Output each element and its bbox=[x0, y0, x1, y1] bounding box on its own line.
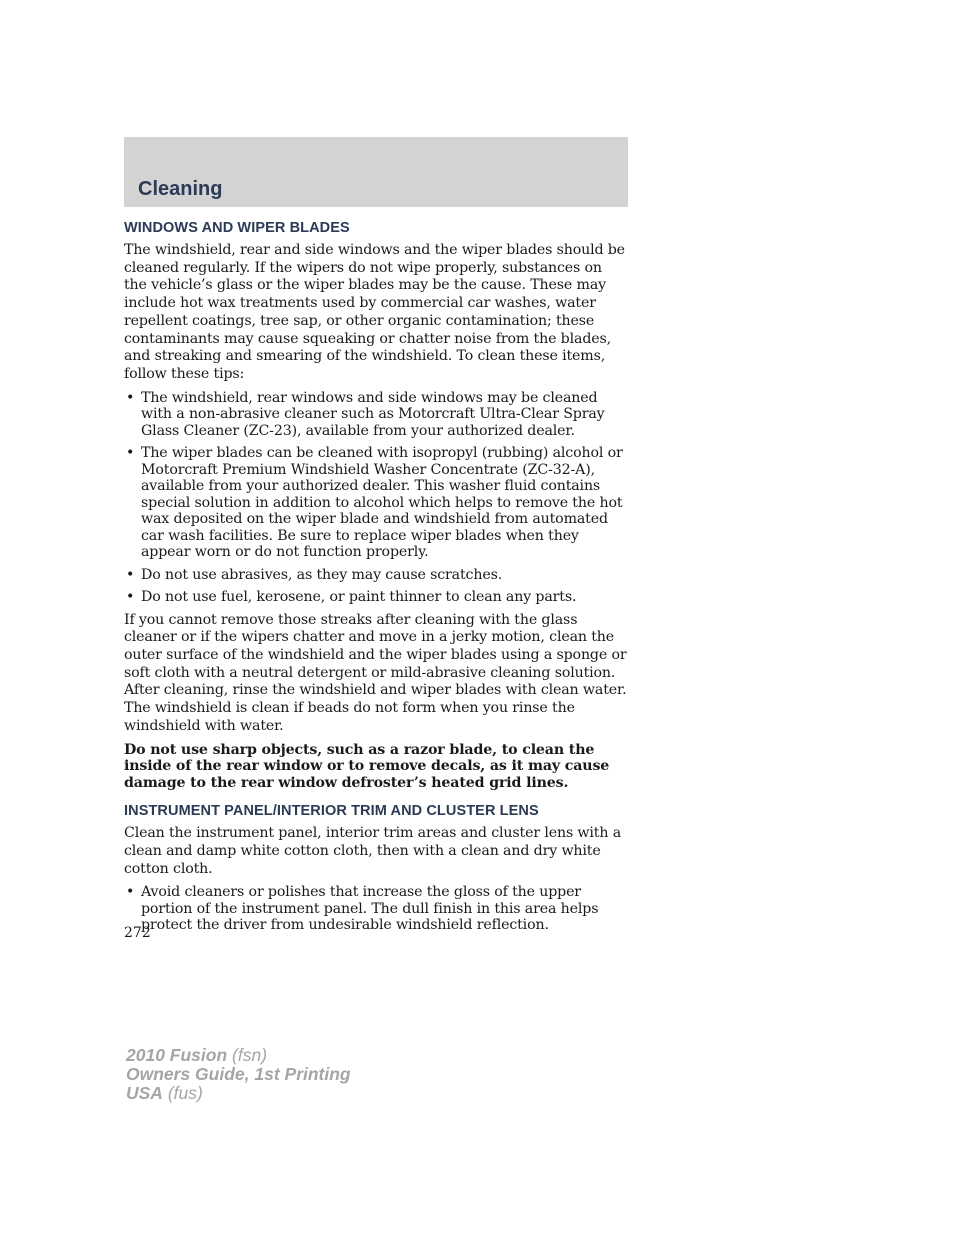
chapter-header-band bbox=[124, 137, 628, 207]
list-item bbox=[124, 445, 628, 561]
page-content bbox=[124, 220, 628, 940]
list-item-text: Do not use fuel, kerosene, or paint thinner to clean any parts. bbox=[141, 589, 577, 606]
bullet-icon: • bbox=[126, 389, 135, 406]
instrument-panel-list bbox=[124, 884, 628, 934]
footer-line-model bbox=[126, 1046, 351, 1065]
footer-market: USA bbox=[126, 1083, 163, 1103]
footer-model: 2010 Fusion bbox=[126, 1045, 228, 1065]
footer-model-code: (fsn) bbox=[227, 1045, 268, 1065]
footer-printing: Owners Guide, 1st Printing bbox=[126, 1064, 351, 1084]
bullet-icon: • bbox=[126, 884, 135, 901]
footer-line-printing bbox=[126, 1065, 351, 1084]
list-item bbox=[124, 567, 628, 584]
footer-line-market bbox=[126, 1084, 351, 1103]
list-item bbox=[124, 390, 628, 440]
footer-market-code: (fus) bbox=[162, 1083, 203, 1103]
windows-intro-paragraph: The windshield, rear and side windows and the wiper blades should be cleaned regularly. If the wipers do not wipe properly, substances on the vehicle’s glass or the wiper blades may be the cause. These may include hot wax treatments used by commercial car washes, water repellent coatings, tree sap, or other organic contamination; these contaminants may cause squeaking or chatter noise from the blades, and streaking and smearing of the windshield. To clean these items, follow these tips: bbox=[124, 242, 625, 382]
list-item-text: The wiper blades can be cleaned with isopropyl (rubbing) alcohol or Motorcraft Premium Windshield Washer Concentrate (ZC-32-A), available from your authorized dealer. This washer fluid contains special solution in addition to alcohol which helps to remove the hot wax deposited on the wiper blade and windshield from automated car wash facilities. Be sure to replace wiper blades when they appear worn or do not function properly. bbox=[141, 445, 623, 561]
instrument-panel-paragraph: Clean the instrument panel, interior trim areas and cluster lens with a clean and damp white cotton cloth, then with a clean and dry white cotton cloth. bbox=[124, 825, 622, 877]
warning-paragraph: Do not use sharp objects, such as a razor blade, to clean the inside of the rear window or to remove decals, as it may cause damage to the rear window defroster’s heated grid lines. bbox=[124, 741, 610, 791]
bullet-icon: • bbox=[126, 566, 135, 583]
bullet-icon: • bbox=[126, 589, 135, 606]
list-item bbox=[124, 884, 628, 934]
windows-streaks-paragraph: If you cannot remove those streaks after cleaning with the glass cleaner or if the wipers chatter and move in a jerky motion, clean the outer surface of the windshield and the wiper blades using a sponge or soft cloth with a neutral detergent or mild-abrasive cleaning solution. After cleaning, rinse the windshield and wiper blades with clean water. The windshield is clean if beads do not form when you rinse the windshield with water. bbox=[124, 611, 627, 734]
chapter-title: Cleaning bbox=[138, 178, 223, 200]
page-number: 272 bbox=[124, 925, 151, 941]
list-item-text: Do not use abrasives, as they may cause scratches. bbox=[141, 566, 503, 583]
section-heading-instrument-panel: INSTRUMENT PANEL/INTERIOR TRIM AND CLUSTER LENS bbox=[124, 803, 539, 820]
windows-tips-list bbox=[124, 390, 628, 606]
section-heading-windows: WINDOWS AND WIPER BLADES bbox=[124, 220, 350, 236]
bullet-icon: • bbox=[126, 445, 135, 462]
list-item-text: Avoid cleaners or polishes that increase the gloss of the upper portion of the instrument panel. The dull finish in this area helps protect the driver from undesirable windshield reflection. bbox=[141, 884, 599, 934]
document-footer bbox=[126, 1046, 351, 1103]
list-item-text: The windshield, rear windows and side windows may be cleaned with a non-abrasive cleaner such as Motorcraft Ultra-Clear Spray Glass Cleaner (ZC-23), available from your authorized dealer. bbox=[141, 389, 605, 439]
list-item bbox=[124, 589, 628, 606]
